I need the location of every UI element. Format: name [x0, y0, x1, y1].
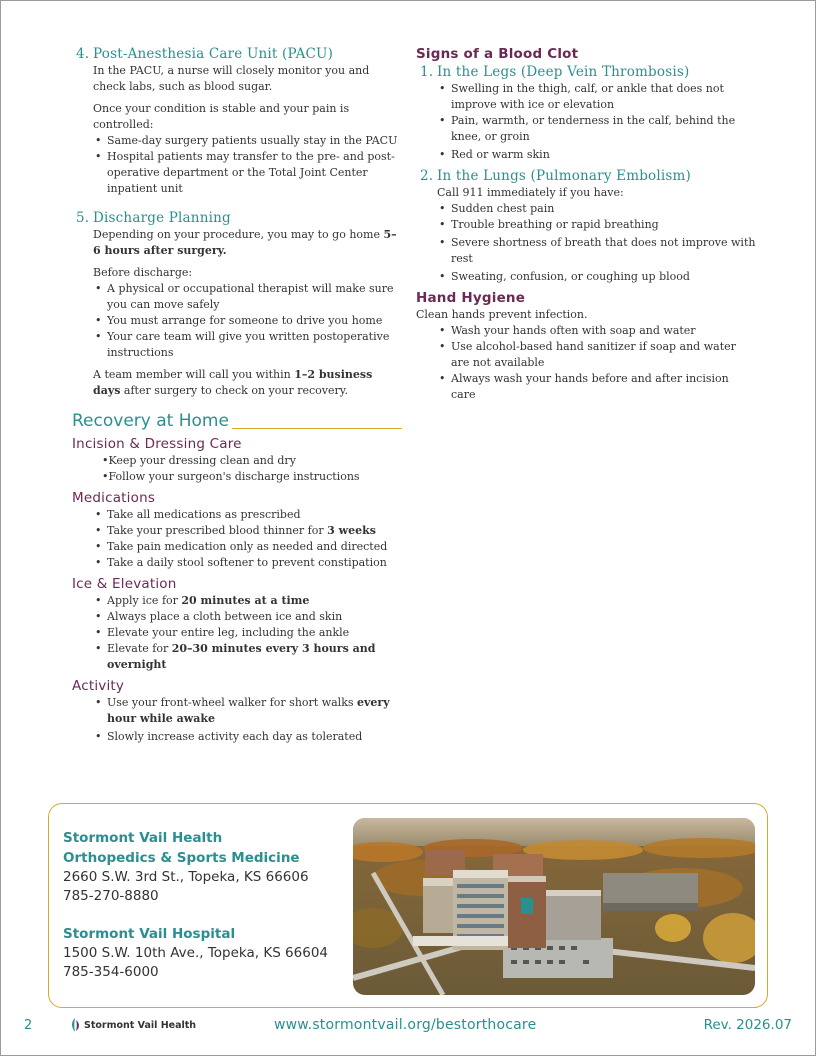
- list-item: • Trouble breathing or rapid breathing: [437, 217, 756, 233]
- discharge-section: [72, 209, 402, 399]
- list-item: • Always place a cloth between ice and skin: [93, 609, 402, 625]
- followup-text: A team member will call you within: [93, 368, 291, 381]
- ice-time-bold: 20 minutes at a time: [181, 594, 310, 607]
- incision-section: [72, 435, 402, 485]
- list-item: • Severe shortness of breath that does not improve with rest: [437, 235, 756, 267]
- incision-list: [72, 453, 402, 485]
- list-item: • Pain, warmth, or tenderness in the calf, behind the knee, or groin: [437, 113, 756, 145]
- list-item: • Take a daily stool softener to prevent constipation: [93, 555, 402, 571]
- list-item: [93, 641, 402, 673]
- list-item: • Sudden chest pain: [437, 201, 756, 217]
- contact-info: [63, 828, 353, 982]
- footer-logo: [71, 1018, 196, 1032]
- page-number: 2: [24, 1018, 33, 1033]
- incision-title: Incision & Dressing Care: [72, 436, 242, 452]
- activity-text: Use your front-wheel walker for short walks: [107, 696, 354, 709]
- leaf-logo-icon: [71, 1018, 80, 1032]
- left-column: [72, 45, 402, 745]
- discharge-time-bold: 5–6 hours after surgery.: [93, 228, 397, 257]
- org-address: 2660 S.W. 3rd St., Topeka, KS 66606: [63, 869, 309, 885]
- list-item: • Wash your hands often with soap and water: [437, 323, 756, 339]
- elevate-time-bold: 20–30 minutes every 3 hours and overnight: [107, 642, 376, 671]
- ice-text: Apply ice for: [107, 594, 178, 607]
- list-item: •Follow your surgeon's discharge instructions: [102, 470, 360, 483]
- list-item: • Take all medications as prescribed: [93, 507, 402, 523]
- discharge-paragraph-2: Before discharge:: [93, 266, 193, 279]
- list-item: • Sweating, confusion, or coughing up blood: [437, 269, 756, 285]
- ice-list: [72, 593, 402, 673]
- recovery-title: Recovery at Home: [72, 411, 229, 431]
- hospital-phone: 785-354-6000: [63, 964, 159, 980]
- medications-title: Medications: [72, 490, 156, 506]
- title-rule: [232, 428, 402, 429]
- org-name: Stormont Vail Health: [63, 830, 223, 846]
- list-item: • Hospital patients may transfer to the pre- and post-operative department or the Total Joint Center inpatient unit: [93, 149, 402, 197]
- discharge-title: Discharge Planning: [93, 210, 231, 226]
- discharge-list: [72, 281, 402, 361]
- discharge-paragraph-1: [72, 227, 402, 259]
- list-item: • Always wash your hands before and after incision care: [437, 371, 756, 403]
- followup-text-end: after surgery to check on your recovery.: [123, 384, 349, 397]
- list-item: • Take pain medication only as needed and directed: [93, 539, 402, 555]
- recovery-section-title: [72, 411, 402, 431]
- list-item: • Elevate your entire leg, including the ankle: [93, 625, 402, 641]
- pacu-list: [72, 133, 402, 197]
- lungs-number: 2.: [420, 168, 434, 184]
- hospital-address: 1500 S.W. 10th Ave., Topeka, KS 66604: [63, 945, 329, 961]
- legs-title: In the Legs (Deep Vein Thrombosis): [437, 64, 690, 80]
- medications-section: [72, 489, 402, 571]
- lungs-title: In the Lungs (Pulmonary Embolism): [437, 168, 691, 184]
- medications-list: [72, 507, 402, 571]
- hygiene-intro: Clean hands prevent infection.: [416, 308, 588, 321]
- med-text: Take your prescribed blood thinner for: [107, 524, 324, 537]
- contact-card: [48, 803, 768, 1008]
- right-column: [416, 45, 756, 403]
- lungs-heading: [416, 167, 756, 185]
- list-item: • Use alcohol-based hand sanitizer if soap and water are not available: [437, 339, 756, 371]
- activity-list: [72, 695, 402, 745]
- legs-number: 1.: [420, 64, 434, 80]
- pacu-number: 4.: [76, 46, 90, 62]
- list-item: •Keep your dressing clean and dry: [102, 454, 296, 467]
- list-item: [93, 593, 402, 609]
- list-item: [93, 523, 402, 539]
- hygiene-section: [416, 289, 756, 403]
- hospital-aerial-photo: [353, 818, 755, 995]
- list-item: • A physical or occupational therapist will make sure you can move safely: [93, 281, 402, 313]
- discharge-text: Depending on your procedure, you may to go home: [93, 228, 380, 241]
- list-item: • Your care team will give you written postoperative instructions: [93, 329, 402, 361]
- elevate-text: Elevate for: [107, 642, 169, 655]
- org-phone: 785-270-8880: [63, 888, 159, 904]
- page-footer: [0, 1012, 816, 1042]
- pacu-paragraph-2: Once your condition is stable and your pain is controlled:: [93, 102, 350, 131]
- hygiene-title: Hand Hygiene: [416, 290, 526, 306]
- list-item: • Swelling in the thigh, calf, or ankle that does not improve with ice or elevation: [437, 81, 756, 113]
- legs-section: [416, 63, 756, 163]
- revision-label: Rev. 2026.07: [703, 1017, 792, 1033]
- med-duration-bold: 3 weeks: [327, 524, 376, 537]
- legs-heading: [416, 63, 756, 81]
- list-item: • Red or warm skin: [437, 147, 756, 163]
- discharge-number: 5.: [76, 210, 90, 226]
- activity-title: Activity: [72, 678, 125, 694]
- footer-url-link[interactable]: www.stormontvail.org/bestorthocare: [274, 1017, 537, 1033]
- list-item: [93, 695, 402, 727]
- list-item: • Slowly increase activity each day as tolerated: [93, 729, 402, 745]
- legs-list: [416, 81, 756, 163]
- hospital-name: Stormont Vail Hospital: [63, 926, 236, 942]
- pacu-title: Post-Anesthesia Care Unit (PACU): [93, 46, 334, 62]
- discharge-paragraph-3: [72, 367, 402, 399]
- pacu-heading: [72, 45, 402, 63]
- discharge-heading: [72, 209, 402, 227]
- lungs-section: [416, 167, 756, 285]
- ice-section: [72, 575, 402, 673]
- hygiene-list: [416, 323, 756, 403]
- activity-frequency-bold: every hour while awake: [107, 696, 390, 725]
- logo-text: Stormont Vail Health: [84, 1019, 197, 1031]
- list-item: • Same-day surgery patients usually stay in the PACU: [93, 133, 402, 149]
- pacu-paragraph-1: In the PACU, a nurse will closely monitor you and check labs, such as blood sugar.: [93, 64, 370, 93]
- lungs-intro: Call 911 immediately if you have:: [437, 186, 624, 199]
- followup-days-bold: 1–2 business days: [93, 368, 373, 397]
- list-item: • You must arrange for someone to drive you home: [93, 313, 402, 329]
- blood-clot-title: Signs of a Blood Clot: [416, 46, 579, 62]
- activity-section: [72, 677, 402, 745]
- org-department: Orthopedics & Sports Medicine: [63, 850, 300, 866]
- lungs-list: [416, 201, 756, 285]
- ice-title: Ice & Elevation: [72, 576, 177, 592]
- pacu-section: [72, 45, 402, 197]
